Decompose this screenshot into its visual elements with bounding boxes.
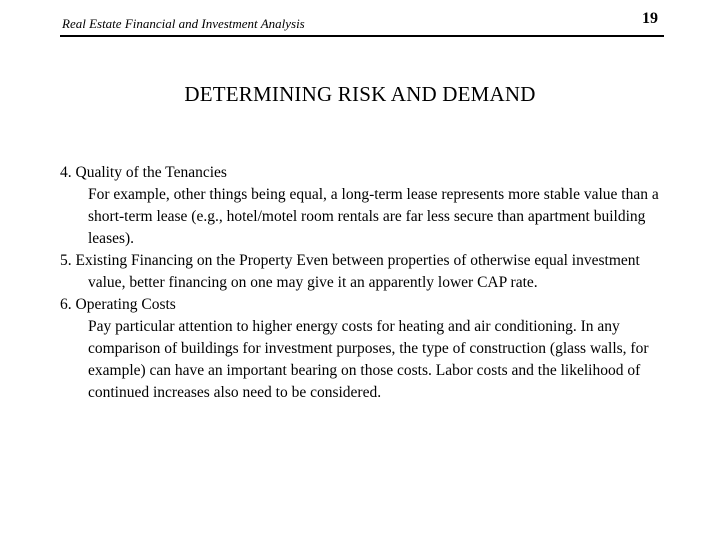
item-5-text: 5. Existing Financing on the Property Even between properties of otherwise equal investment value, better financing on one may give it an apparently lower CAP rate.: [60, 252, 640, 291]
slide-title: DETERMINING RISK AND DEMAND: [184, 82, 536, 106]
item-4-body: For example, other things being equal, a long-term lease represents more stable value than a short-term lease (e.g., hotel/motel room rentals are far less secure than apartment building leases).: [88, 186, 659, 247]
header-divider: [60, 35, 664, 37]
page-number: 19: [642, 10, 658, 27]
header-title: Real Estate Financial and Investment Analysis: [62, 16, 305, 31]
item-6-body: Pay particular attention to higher energy costs for heating and air conditioning. In any comparison of buildings for investment purposes, the type of construction (glass walls, for example) can have an important bearing on those costs. Labor costs and the likelihood of continued increases also need to be considered.: [88, 318, 649, 401]
item-6-heading: 6. Operating Costs: [60, 296, 176, 313]
content-body: [60, 162, 670, 404]
page-header: [60, 8, 664, 38]
item-4-heading: 4. Quality of the Tenancies: [60, 164, 227, 181]
